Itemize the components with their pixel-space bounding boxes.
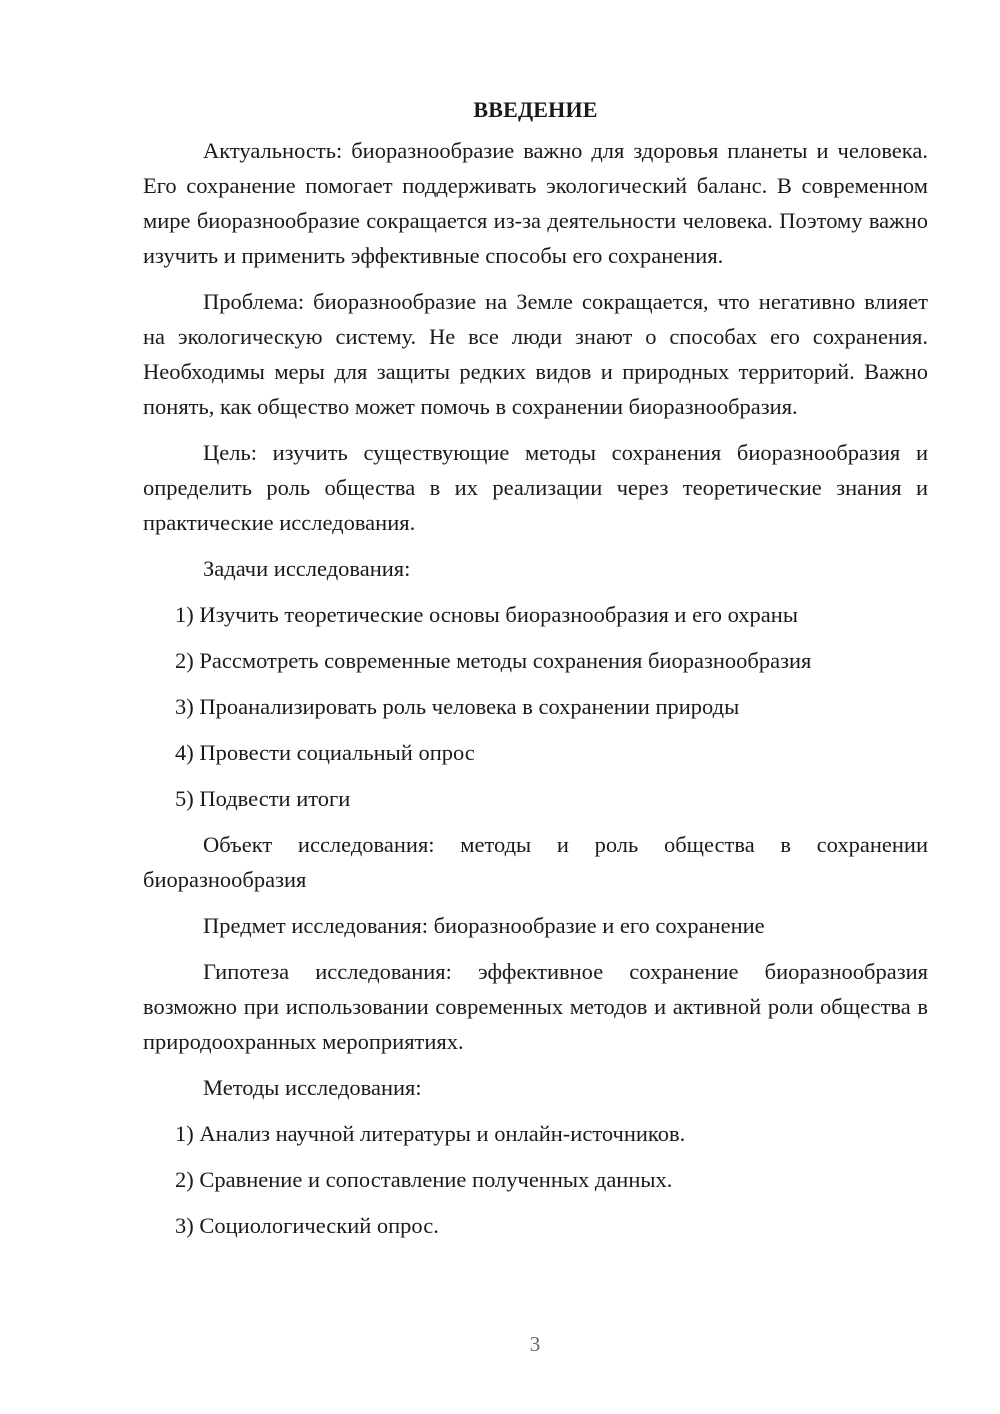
page-number: 3 [529, 1332, 541, 1356]
list-item: 2) Рассмотреть современные методы сохранения биоразнообразия [175, 648, 812, 673]
list-item: 5) Подвести итоги [175, 786, 351, 811]
hypothesis-paragraph: Гипотеза исследования: эффективное сохранение биоразнообразия возможно при использовании современных методов и активной роли общества в природоохранных мероприятиях. [143, 959, 928, 1054]
document-page [143, 92, 928, 1254]
list-item: 3) Социологический опрос. [175, 1213, 439, 1238]
methods-heading: Методы исследования: [203, 1075, 422, 1100]
object-paragraph: Объект исследования: методы и роль общества в сохранении биоразнообразия [143, 832, 928, 892]
list-item: 1) Изучить теоретические основы биоразнообразия и его охраны [175, 602, 798, 627]
list-item: 1) Анализ научной литературы и онлайн-источников. [175, 1121, 686, 1146]
goal-paragraph: Цель: изучить существующие методы сохранения биоразнообразия и определить роль общества в их реализации через теоретические знания и практические исследования. [143, 440, 928, 535]
section-heading: ВВЕДЕНИЕ [473, 97, 598, 122]
list-item: 2) Сравнение и сопоставление полученных данных. [175, 1167, 673, 1192]
tasks-list [143, 597, 928, 816]
methods-list [143, 1116, 928, 1243]
subject-paragraph: Предмет исследования: биоразнообразие и его сохранение [203, 913, 765, 938]
relevance-paragraph: Актуальность: биоразнообразие важно для здоровья планеты и человека. Его сохранение помогает поддерживать экологический баланс. В современном мире биоразнообразие сокращается из-за деятельности человека. Поэтому важно изучить и применить эффективные способы его сохранения. [143, 138, 928, 268]
problem-paragraph: Проблема: биоразнообразие на Земле сокращается, что негативно влияет на экологическую систему. Не все люди знают о способах его сохранения. Необходимы меры для защиты редких видов и природных территорий. Важно понять, как общество может помочь в сохранении биоразнообразия. [143, 289, 928, 419]
list-item: 3) Проанализировать роль человека в сохранении природы [175, 694, 740, 719]
list-item: 4) Провести социальный опрос [175, 740, 475, 765]
tasks-heading: Задачи исследования: [203, 556, 411, 581]
